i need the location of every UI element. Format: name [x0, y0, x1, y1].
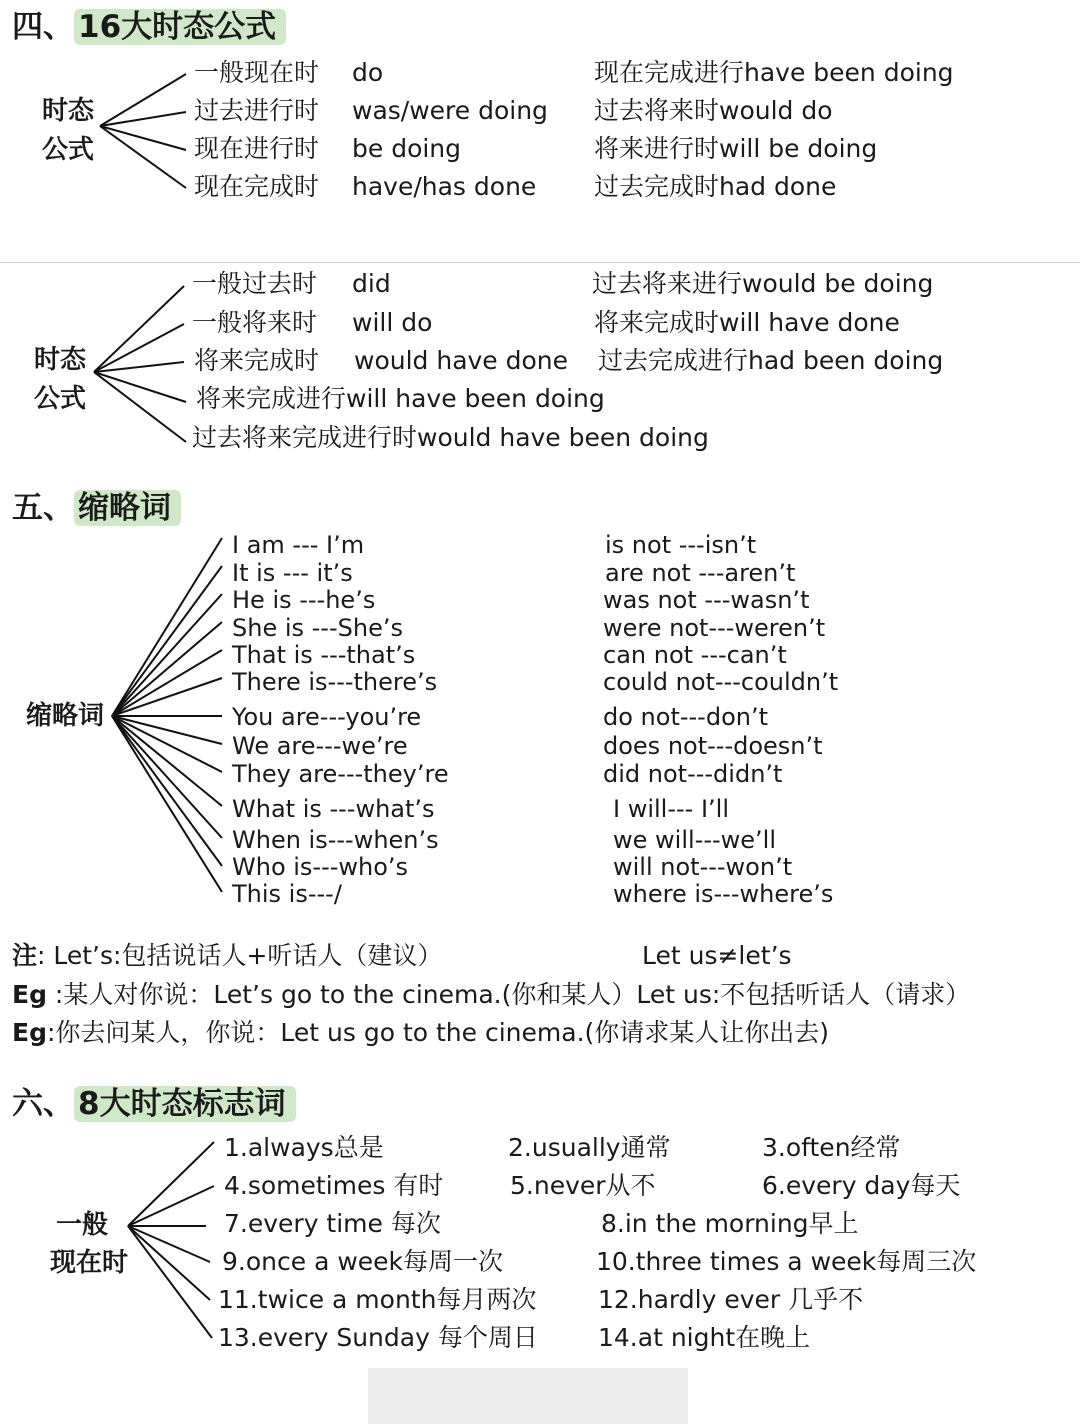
section6-heading-prefix: 六、 — [12, 1086, 74, 1122]
contraction-right: where is---where’s — [613, 880, 834, 908]
contraction-label: 缩略词 — [26, 701, 105, 731]
contraction-right: do not---don’t — [603, 703, 768, 731]
signal-word: 8.in the morning早上 — [601, 1209, 859, 1238]
section5-heading-prefix: 五、 — [12, 490, 74, 526]
contraction-right: will not---won’t — [613, 853, 793, 881]
contraction-left: It is --- it’s — [232, 559, 353, 587]
contraction-left: This is---/ — [232, 880, 342, 908]
block2-label-2: 公式 — [34, 384, 87, 414]
signal-word: 2.usually通常 — [508, 1133, 671, 1162]
signal-word: 3.often经常 — [762, 1133, 901, 1162]
note-label: 注 — [12, 941, 38, 970]
section5-heading-highlight: 缩略词 — [74, 490, 181, 526]
tense-right: 将来进行时will be doing — [594, 134, 878, 163]
signal-word: 9.once a week每周一次 — [222, 1247, 504, 1276]
contraction-right: I will--- I’ll — [613, 795, 729, 823]
contraction-left: He is ---he’s — [232, 586, 376, 614]
tense-right: 过去将来进行would be doing — [592, 269, 934, 298]
contraction-left: She is ---She’s — [232, 614, 403, 642]
contraction-right: is not ---isn’t — [605, 531, 757, 559]
tense-form: did — [352, 269, 391, 298]
section5-heading — [12, 490, 181, 526]
contraction-left: When is---when’s — [232, 826, 439, 854]
section4-heading-highlight: 16大时态公式 — [74, 9, 286, 45]
signal-word: 1.always总是 — [224, 1133, 384, 1162]
tense-name: 一般过去时 — [192, 269, 318, 298]
block1-label-2: 公式 — [42, 135, 95, 165]
contraction-left: I am --- I’m — [232, 531, 365, 559]
tense-form: do — [352, 58, 384, 87]
tense-name: 现在完成时 — [194, 172, 320, 201]
contraction-right: we will---we’ll — [613, 826, 776, 854]
contraction-left: There is---there’s — [232, 668, 438, 696]
tense-form: be doing — [352, 134, 462, 163]
signal-word: 6.every day每天 — [762, 1171, 961, 1200]
note-line-1-right: Let us≠let’s — [642, 941, 792, 970]
contraction-left: What is ---what’s — [232, 795, 435, 823]
contraction-right: were not---weren’t — [603, 614, 826, 642]
eg-label: Eg — [12, 980, 47, 1009]
tense-form: have/has done — [352, 172, 537, 201]
tense-right: 过去将来时would do — [594, 96, 833, 125]
tense-form: will do — [352, 308, 433, 337]
note-text: : Let’s:包括说话人+听话人（建议） — [37, 941, 443, 970]
eg-text: :某人对你说：Let’s go to the cinema.(你和某人）Let us:不包括听话人（请求） — [46, 980, 971, 1009]
contraction-right: does not---doesn’t — [603, 732, 823, 760]
contraction-right: did not---didn’t — [603, 760, 783, 788]
contraction-left: That is ---that’s — [232, 641, 416, 669]
contraction-left: Who is---who’s — [232, 853, 409, 881]
note-line-3 — [12, 1020, 829, 1045]
signal-word: 14.at night在晚上 — [598, 1323, 811, 1352]
signal-word: 11.twice a month每月两次 — [218, 1285, 537, 1314]
eg-label: Eg — [12, 1018, 47, 1047]
contraction-right: could not---couldn’t — [603, 668, 839, 696]
tense-name: 现在进行时 — [194, 134, 320, 163]
note-line-1 — [12, 943, 442, 968]
contraction-left: They are---they’re — [232, 760, 449, 788]
block2-label-1: 时态 — [34, 345, 87, 375]
tense-right: 过去完成进行had been doing — [598, 346, 944, 375]
signal-word: 5.never从不 — [510, 1171, 656, 1200]
tense-name: 将来完成时 — [194, 346, 320, 375]
signal-label-1: 一般 — [56, 1210, 109, 1240]
tense-form: was/were doing — [352, 96, 548, 125]
eg-text: :你去问某人，你说：Let us go to the cinema.(你请求某人让你出去) — [46, 1018, 830, 1047]
contraction-left: You are---you’re — [232, 703, 422, 731]
tense-name: 过去进行时 — [194, 96, 320, 125]
contraction-right: are not ---aren’t — [605, 559, 796, 587]
tense-extra: 将来完成进行will have been doing — [196, 384, 605, 413]
tense-right: 将来完成时will have done — [594, 308, 900, 337]
section6-heading-highlight: 8大时态标志词 — [74, 1086, 296, 1122]
signal-word: 13.every Sunday 每个周日 — [218, 1323, 538, 1352]
signal-word: 7.every time 每次 — [224, 1209, 441, 1238]
bottom-overlay-bar — [368, 1368, 688, 1424]
contraction-right: was not ---wasn’t — [603, 586, 810, 614]
block1-label-1: 时态 — [42, 96, 95, 126]
signal-word: 12.hardly ever 几乎不 — [598, 1285, 864, 1314]
contraction-left: We are---we’re — [232, 732, 408, 760]
tense-name: 一般将来时 — [192, 308, 318, 337]
signal-label-2: 现在时 — [50, 1248, 129, 1278]
tense-right: 过去完成时had done — [594, 172, 837, 201]
tense-name: 一般现在时 — [194, 58, 320, 87]
tense-extra: 过去将来完成进行时would have been doing — [192, 423, 709, 452]
section6-heading — [12, 1086, 296, 1122]
tense-form: would have done — [354, 346, 569, 375]
section4-heading-prefix: 四、 — [12, 9, 74, 45]
note-line-2 — [12, 982, 970, 1007]
signal-word: 10.three times a week每周三次 — [596, 1247, 977, 1276]
signal-word: 4.sometimes 有时 — [224, 1171, 444, 1200]
contraction-right: can not ---can’t — [603, 641, 787, 669]
divider — [0, 262, 1080, 263]
tense-right: 现在完成进行have been doing — [594, 58, 954, 87]
